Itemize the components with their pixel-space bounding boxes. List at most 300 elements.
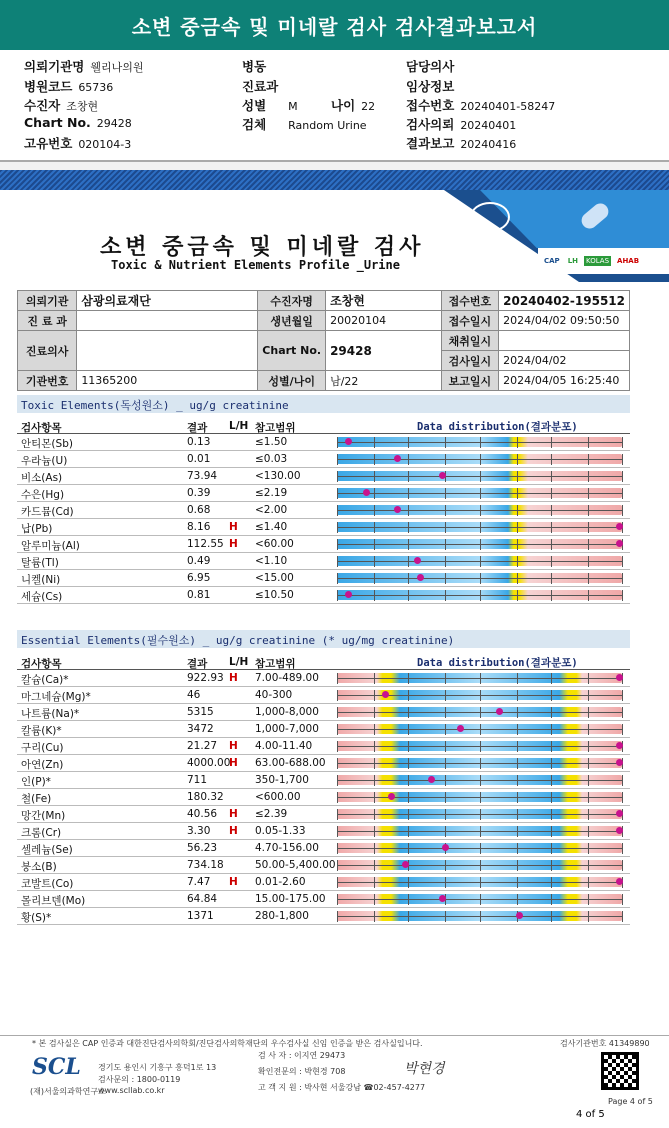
item-result: 180.32 bbox=[187, 791, 224, 803]
footer-cert-no: 검사기관번호 41349890 bbox=[560, 1039, 650, 1048]
distribution-tick bbox=[408, 505, 409, 516]
distribution-tick bbox=[408, 792, 409, 803]
distribution-tick bbox=[551, 894, 552, 905]
distribution-tick bbox=[622, 707, 623, 718]
distribution-tick bbox=[480, 843, 481, 854]
item-name: 황(S)* bbox=[21, 912, 52, 924]
header-stripe bbox=[0, 170, 669, 190]
item-reference: 1,000-7,000 bbox=[255, 723, 319, 735]
distribution-bar bbox=[337, 553, 627, 569]
distribution-bar bbox=[337, 434, 627, 450]
lh-logo: LH bbox=[567, 257, 579, 265]
report-banner-title: 소변 중금속 및 미네랄 검사 검사결과보고서 bbox=[0, 0, 669, 50]
distribution-tick bbox=[622, 911, 623, 922]
doctor-field: 담당의사 bbox=[406, 59, 455, 74]
report-footer bbox=[0, 1035, 669, 1128]
item-name: 우라늄(U) bbox=[21, 455, 68, 467]
distribution-tick bbox=[337, 690, 338, 701]
item-name: 탈륨(Tl) bbox=[21, 557, 59, 569]
item-result: 0.81 bbox=[187, 589, 211, 601]
distribution-tick bbox=[588, 488, 589, 499]
distribution-tick bbox=[588, 826, 589, 837]
distribution-tick bbox=[551, 471, 552, 482]
distribution-tick bbox=[445, 911, 446, 922]
distribution-tick bbox=[551, 758, 552, 769]
distribution-bar bbox=[337, 789, 627, 805]
item-flag: H bbox=[229, 825, 238, 837]
distribution-tick bbox=[517, 758, 518, 769]
distribution-bar bbox=[337, 451, 627, 467]
distribution-tick bbox=[551, 724, 552, 735]
item-name: 몰리브덴(Mo) bbox=[21, 895, 86, 907]
item-flag: H bbox=[229, 876, 238, 888]
distribution-tick bbox=[622, 860, 623, 871]
distribution-tick bbox=[588, 911, 589, 922]
distribution-tick bbox=[408, 522, 409, 533]
distribution-tick bbox=[445, 877, 446, 888]
distribution-tick bbox=[588, 877, 589, 888]
distribution-tick bbox=[445, 673, 446, 684]
distribution-tick bbox=[337, 877, 338, 888]
chart-field: Chart No. 29428 bbox=[24, 115, 132, 130]
test-date-value: 2024/04/02 bbox=[499, 351, 630, 371]
distribution-tick bbox=[622, 724, 623, 735]
table-row bbox=[17, 840, 630, 857]
distribution-bar bbox=[337, 721, 627, 737]
distribution-tick bbox=[517, 522, 518, 533]
distribution-tick bbox=[445, 690, 446, 701]
distribution-tick bbox=[551, 707, 552, 718]
patient-info-table bbox=[17, 290, 630, 391]
distribution-tick bbox=[445, 809, 446, 820]
distribution-tick bbox=[517, 809, 518, 820]
distribution-tick bbox=[337, 860, 338, 871]
doctor-label: 진료의사 bbox=[18, 331, 77, 371]
scl-logo: SCL bbox=[32, 1054, 81, 1080]
item-result: 6.95 bbox=[187, 572, 211, 584]
distribution-tick bbox=[622, 775, 623, 786]
distribution-tick bbox=[551, 809, 552, 820]
table-row bbox=[17, 738, 630, 755]
inst-no-value: 11365200 bbox=[77, 371, 258, 391]
distribution-tick bbox=[480, 860, 481, 871]
table-row bbox=[17, 755, 630, 772]
distribution-bar bbox=[337, 485, 627, 501]
distribution-tick bbox=[517, 860, 518, 871]
distribution-tick bbox=[480, 539, 481, 550]
item-name: 납(Pb) bbox=[21, 523, 53, 535]
dob-value: 20020104 bbox=[326, 311, 442, 331]
item-result: 5315 bbox=[187, 706, 214, 718]
hospital-field: 의뢰기관명 웰리나의원 bbox=[24, 59, 144, 74]
distribution-tick bbox=[374, 556, 375, 567]
item-reference: 0.05-1.33 bbox=[255, 825, 306, 837]
table-row bbox=[17, 451, 630, 468]
distribution-tick bbox=[551, 860, 552, 871]
distribution-tick bbox=[337, 437, 338, 448]
table-row bbox=[17, 874, 630, 891]
footer-website: www.scllab.co.kr bbox=[98, 1086, 165, 1095]
distribution-tick bbox=[517, 707, 518, 718]
distribution-tick bbox=[337, 894, 338, 905]
item-reference: ≤0.03 bbox=[255, 453, 288, 465]
result-marker bbox=[457, 725, 464, 732]
distribution-tick bbox=[588, 724, 589, 735]
header-ref: 참고범위 bbox=[255, 658, 296, 670]
item-result: 3472 bbox=[187, 723, 214, 735]
distribution-tick bbox=[517, 437, 518, 448]
distribution-tick bbox=[480, 437, 481, 448]
item-name: 안티몬(Sb) bbox=[21, 438, 73, 450]
distribution-tick bbox=[408, 758, 409, 769]
footer-page-inner: Page 4 of 5 bbox=[608, 1097, 653, 1106]
toxic-table bbox=[17, 418, 630, 604]
essential-section-title: Essential Elements(필수원소) _ ug/g creatinine (* ug/mg creatinine) bbox=[17, 630, 630, 648]
distribution-tick bbox=[551, 877, 552, 888]
distribution-bar bbox=[337, 704, 627, 720]
item-reference: 1,000-8,000 bbox=[255, 706, 319, 718]
distribution-tick bbox=[445, 792, 446, 803]
distribution-tick bbox=[480, 454, 481, 465]
inst-value: 삼광의료재단 bbox=[77, 291, 258, 311]
distribution-tick bbox=[374, 826, 375, 837]
ward-field: 병동 bbox=[242, 59, 267, 74]
distribution-bar bbox=[337, 687, 627, 703]
distribution-tick bbox=[588, 860, 589, 871]
distribution-tick bbox=[374, 505, 375, 516]
distribution-tick bbox=[445, 539, 446, 550]
distribution-tick bbox=[408, 809, 409, 820]
distribution-tick bbox=[480, 894, 481, 905]
distribution-tick bbox=[445, 741, 446, 752]
distribution-tick bbox=[337, 673, 338, 684]
distribution-tick bbox=[445, 860, 446, 871]
item-flag: H bbox=[229, 808, 238, 820]
distribution-tick bbox=[588, 741, 589, 752]
chart-label: Chart No. bbox=[258, 331, 326, 371]
distribution-tick bbox=[445, 556, 446, 567]
item-name: 세슘(Cs) bbox=[21, 591, 63, 603]
accreditation-logos bbox=[538, 248, 669, 274]
table-row bbox=[17, 772, 630, 789]
test-date-label: 검사일시 bbox=[441, 351, 499, 371]
distribution-bar bbox=[337, 570, 627, 586]
distribution-tick bbox=[374, 522, 375, 533]
table-row bbox=[17, 468, 630, 485]
footer-brand-sub: (재)서울의과학연구소 bbox=[30, 1087, 106, 1096]
distribution-tick bbox=[337, 590, 338, 601]
footer-notice: * 본 검사실은 CAP 인증과 대한진단검사의학회/진단검사의학재단의 우수검사실 신임 인증을 받은 검사실입니다. bbox=[32, 1039, 423, 1048]
distribution-tick bbox=[517, 690, 518, 701]
distribution-tick bbox=[588, 590, 589, 601]
footer-tester: 검 사 자 : 이지연 29473 bbox=[258, 1051, 346, 1060]
distribution-tick bbox=[374, 437, 375, 448]
distribution-tick bbox=[408, 775, 409, 786]
patient-label: 수진자명 bbox=[258, 291, 326, 311]
distribution-bar bbox=[337, 587, 627, 603]
item-result: 1371 bbox=[187, 910, 214, 922]
kolas-logo: KOLAS bbox=[586, 257, 610, 265]
item-name: 알루미늄(Al) bbox=[21, 540, 80, 552]
dept-label: 진 료 과 bbox=[18, 311, 77, 331]
item-result: 922.93 bbox=[187, 672, 224, 684]
result-marker bbox=[414, 557, 421, 564]
header-lh: L/H bbox=[229, 656, 249, 668]
distribution-tick bbox=[622, 792, 623, 803]
item-name: 망간(Mn) bbox=[21, 810, 66, 822]
distribution-tick bbox=[588, 894, 589, 905]
distribution-tick bbox=[480, 590, 481, 601]
distribution-tick bbox=[480, 877, 481, 888]
dept-field: 진료과 bbox=[242, 79, 279, 94]
distribution-tick bbox=[445, 826, 446, 837]
distribution-tick bbox=[480, 556, 481, 567]
table-row bbox=[17, 891, 630, 908]
distribution-tick bbox=[374, 573, 375, 584]
item-name: 구리(Cu) bbox=[21, 742, 64, 754]
item-flag: H bbox=[229, 672, 238, 684]
distribution-tick bbox=[445, 758, 446, 769]
item-name: 셀레늄(Se) bbox=[21, 844, 73, 856]
distribution-tick bbox=[480, 488, 481, 499]
distribution-tick bbox=[622, 488, 623, 499]
distribution-tick bbox=[551, 522, 552, 533]
distribution-tick bbox=[408, 911, 409, 922]
distribution-tick bbox=[622, 437, 623, 448]
header-lh: L/H bbox=[229, 420, 249, 432]
item-reference: 50.00-5,400.00 bbox=[255, 859, 336, 871]
item-name: 수은(Hg) bbox=[21, 489, 65, 501]
item-reference: ≤1.50 bbox=[255, 436, 288, 448]
distribution-tick bbox=[517, 556, 518, 567]
distribution-tick bbox=[517, 539, 518, 550]
clinical-field: 임상정보 bbox=[406, 79, 455, 94]
distribution-tick bbox=[408, 894, 409, 905]
table-row bbox=[17, 687, 630, 704]
header-ref: 참고범위 bbox=[255, 422, 296, 434]
distribution-tick bbox=[622, 690, 623, 701]
item-flag: H bbox=[229, 757, 238, 769]
distribution-tick bbox=[480, 690, 481, 701]
distribution-tick bbox=[445, 488, 446, 499]
distribution-bar bbox=[337, 772, 627, 788]
distribution-tick bbox=[517, 775, 518, 786]
distribution-tick bbox=[551, 826, 552, 837]
distribution-tick bbox=[517, 573, 518, 584]
request-field: 검사의뢰 20240401 bbox=[406, 117, 517, 132]
item-result: 112.55 bbox=[187, 538, 224, 550]
essential-table-header bbox=[17, 654, 630, 670]
cap-logo: CAP bbox=[544, 257, 560, 265]
distribution-tick bbox=[374, 690, 375, 701]
item-reference: <60.00 bbox=[255, 538, 294, 550]
item-reference: ≤10.50 bbox=[255, 589, 294, 601]
code-field: 병원코드 65736 bbox=[24, 79, 114, 94]
header-dist: Data distribution(결과분포) bbox=[417, 421, 578, 433]
distribution-tick bbox=[374, 488, 375, 499]
distribution-tick bbox=[517, 741, 518, 752]
item-name: 비소(As) bbox=[21, 472, 63, 484]
distribution-tick bbox=[517, 826, 518, 837]
distribution-tick bbox=[517, 505, 518, 516]
distribution-tick bbox=[622, 894, 623, 905]
distribution-tick bbox=[480, 471, 481, 482]
distribution-tick bbox=[374, 741, 375, 752]
distribution-tick bbox=[517, 673, 518, 684]
distribution-bar bbox=[337, 755, 627, 771]
table-row bbox=[17, 908, 630, 925]
distribution-tick bbox=[337, 522, 338, 533]
distribution-tick bbox=[374, 860, 375, 871]
item-flag: H bbox=[229, 538, 238, 550]
distribution-tick bbox=[517, 877, 518, 888]
footer-phone: 검사문의 : 1800-0119 bbox=[98, 1075, 181, 1084]
distribution-tick bbox=[622, 590, 623, 601]
distribution-tick bbox=[374, 758, 375, 769]
distribution-bar bbox=[337, 536, 627, 552]
distribution-tick bbox=[408, 707, 409, 718]
table-row bbox=[17, 519, 630, 536]
essential-table bbox=[17, 654, 630, 925]
report-title: 소변 중금속 및 미네랄 검사 bbox=[100, 235, 425, 260]
distribution-tick bbox=[588, 437, 589, 448]
distribution-tick bbox=[551, 488, 552, 499]
distribution-tick bbox=[408, 471, 409, 482]
distribution-tick bbox=[408, 437, 409, 448]
item-result: 21.27 bbox=[187, 740, 218, 752]
item-reference: <130.00 bbox=[255, 470, 301, 482]
item-result: 0.13 bbox=[187, 436, 211, 448]
qr-code-icon bbox=[601, 1052, 639, 1090]
footer-page-outer: 4 of 5 bbox=[576, 1109, 605, 1120]
item-reference: ≤2.39 bbox=[255, 808, 288, 820]
distribution-tick bbox=[588, 792, 589, 803]
item-name: 붕소(B) bbox=[21, 861, 57, 873]
distribution-tick bbox=[337, 758, 338, 769]
distribution-tick bbox=[445, 573, 446, 584]
distribution-tick bbox=[622, 454, 623, 465]
distribution-bar bbox=[337, 823, 627, 839]
item-result: 8.16 bbox=[187, 521, 211, 533]
distribution-tick bbox=[408, 741, 409, 752]
distribution-tick bbox=[551, 454, 552, 465]
item-name: 니켈(Ni) bbox=[21, 574, 61, 586]
distribution-tick bbox=[445, 437, 446, 448]
distribution-tick bbox=[551, 843, 552, 854]
distribution-tick bbox=[588, 843, 589, 854]
inst-label: 의뢰기관 bbox=[18, 291, 77, 311]
toxic-table-header bbox=[17, 418, 630, 434]
distribution-tick bbox=[445, 707, 446, 718]
patient-field: 수진자 조창현 bbox=[24, 98, 99, 113]
distribution-tick bbox=[337, 707, 338, 718]
distribution-tick bbox=[622, 573, 623, 584]
distribution-tick bbox=[517, 843, 518, 854]
header-item: 검사항목 bbox=[21, 658, 62, 670]
distribution-tick bbox=[622, 505, 623, 516]
distribution-tick bbox=[551, 539, 552, 550]
distribution-tick bbox=[480, 707, 481, 718]
table-row bbox=[17, 857, 630, 874]
distribution-bar bbox=[337, 670, 627, 686]
distribution-tick bbox=[337, 911, 338, 922]
age-field: 나이 22 bbox=[331, 98, 376, 113]
item-reference: 7.00-489.00 bbox=[255, 672, 319, 684]
distribution-tick bbox=[374, 590, 375, 601]
report-time-value: 2024/04/05 16:25:40 bbox=[499, 371, 630, 391]
item-name: 크롬(Cr) bbox=[21, 827, 62, 839]
distribution-bar bbox=[337, 519, 627, 535]
item-flag: H bbox=[229, 740, 238, 752]
distribution-tick bbox=[622, 471, 623, 482]
distribution-tick bbox=[622, 843, 623, 854]
distribution-tick bbox=[551, 792, 552, 803]
distribution-tick bbox=[337, 488, 338, 499]
distribution-tick bbox=[337, 573, 338, 584]
header-dist: Data distribution(결과분포) bbox=[417, 657, 578, 669]
distribution-tick bbox=[408, 590, 409, 601]
item-result: 0.49 bbox=[187, 555, 211, 567]
distribution-tick bbox=[374, 454, 375, 465]
distribution-tick bbox=[337, 826, 338, 837]
item-reference: 4.70-156.00 bbox=[255, 842, 319, 854]
doctor-value bbox=[77, 331, 258, 371]
table-row bbox=[17, 570, 630, 587]
item-reference: <2.00 bbox=[255, 504, 288, 516]
distribution-bar bbox=[337, 874, 627, 890]
item-reference: <600.00 bbox=[255, 791, 301, 803]
footer-address: 경기도 용인시 기흥구 흥덕1로 13 bbox=[98, 1063, 217, 1072]
table-row bbox=[17, 587, 630, 604]
item-name: 코발트(Co) bbox=[21, 878, 74, 890]
distribution-tick bbox=[445, 724, 446, 735]
item-reference: 280-1,800 bbox=[255, 910, 309, 922]
report-header bbox=[0, 190, 669, 282]
distribution-tick bbox=[480, 673, 481, 684]
distribution-tick bbox=[588, 556, 589, 567]
distribution-tick bbox=[480, 826, 481, 837]
distribution-tick bbox=[337, 556, 338, 567]
item-flag: H bbox=[229, 521, 238, 533]
item-result: 0.68 bbox=[187, 504, 211, 516]
distribution-tick bbox=[408, 454, 409, 465]
distribution-tick bbox=[408, 573, 409, 584]
receipt-field: 접수번호 20240401-58247 bbox=[406, 98, 556, 113]
item-result: 64.84 bbox=[187, 893, 218, 905]
distribution-tick bbox=[480, 911, 481, 922]
distribution-tick bbox=[374, 809, 375, 820]
distribution-tick bbox=[337, 471, 338, 482]
distribution-tick bbox=[588, 758, 589, 769]
table-row bbox=[17, 721, 630, 738]
table-row bbox=[17, 704, 630, 721]
result-marker bbox=[363, 489, 370, 496]
receipt-value: 20240402-195512 bbox=[499, 291, 630, 311]
table-row bbox=[17, 485, 630, 502]
distribution-tick bbox=[588, 673, 589, 684]
distribution-tick bbox=[551, 437, 552, 448]
table-row bbox=[17, 670, 630, 687]
table-row bbox=[17, 806, 630, 823]
chart-value: 29428 bbox=[326, 331, 442, 371]
distribution-tick bbox=[337, 809, 338, 820]
item-result: 56.23 bbox=[187, 842, 218, 854]
item-result: 3.30 bbox=[187, 825, 211, 837]
distribution-tick bbox=[588, 522, 589, 533]
item-name: 아연(Zn) bbox=[21, 759, 64, 771]
item-reference: ≤1.40 bbox=[255, 521, 288, 533]
distribution-tick bbox=[551, 673, 552, 684]
